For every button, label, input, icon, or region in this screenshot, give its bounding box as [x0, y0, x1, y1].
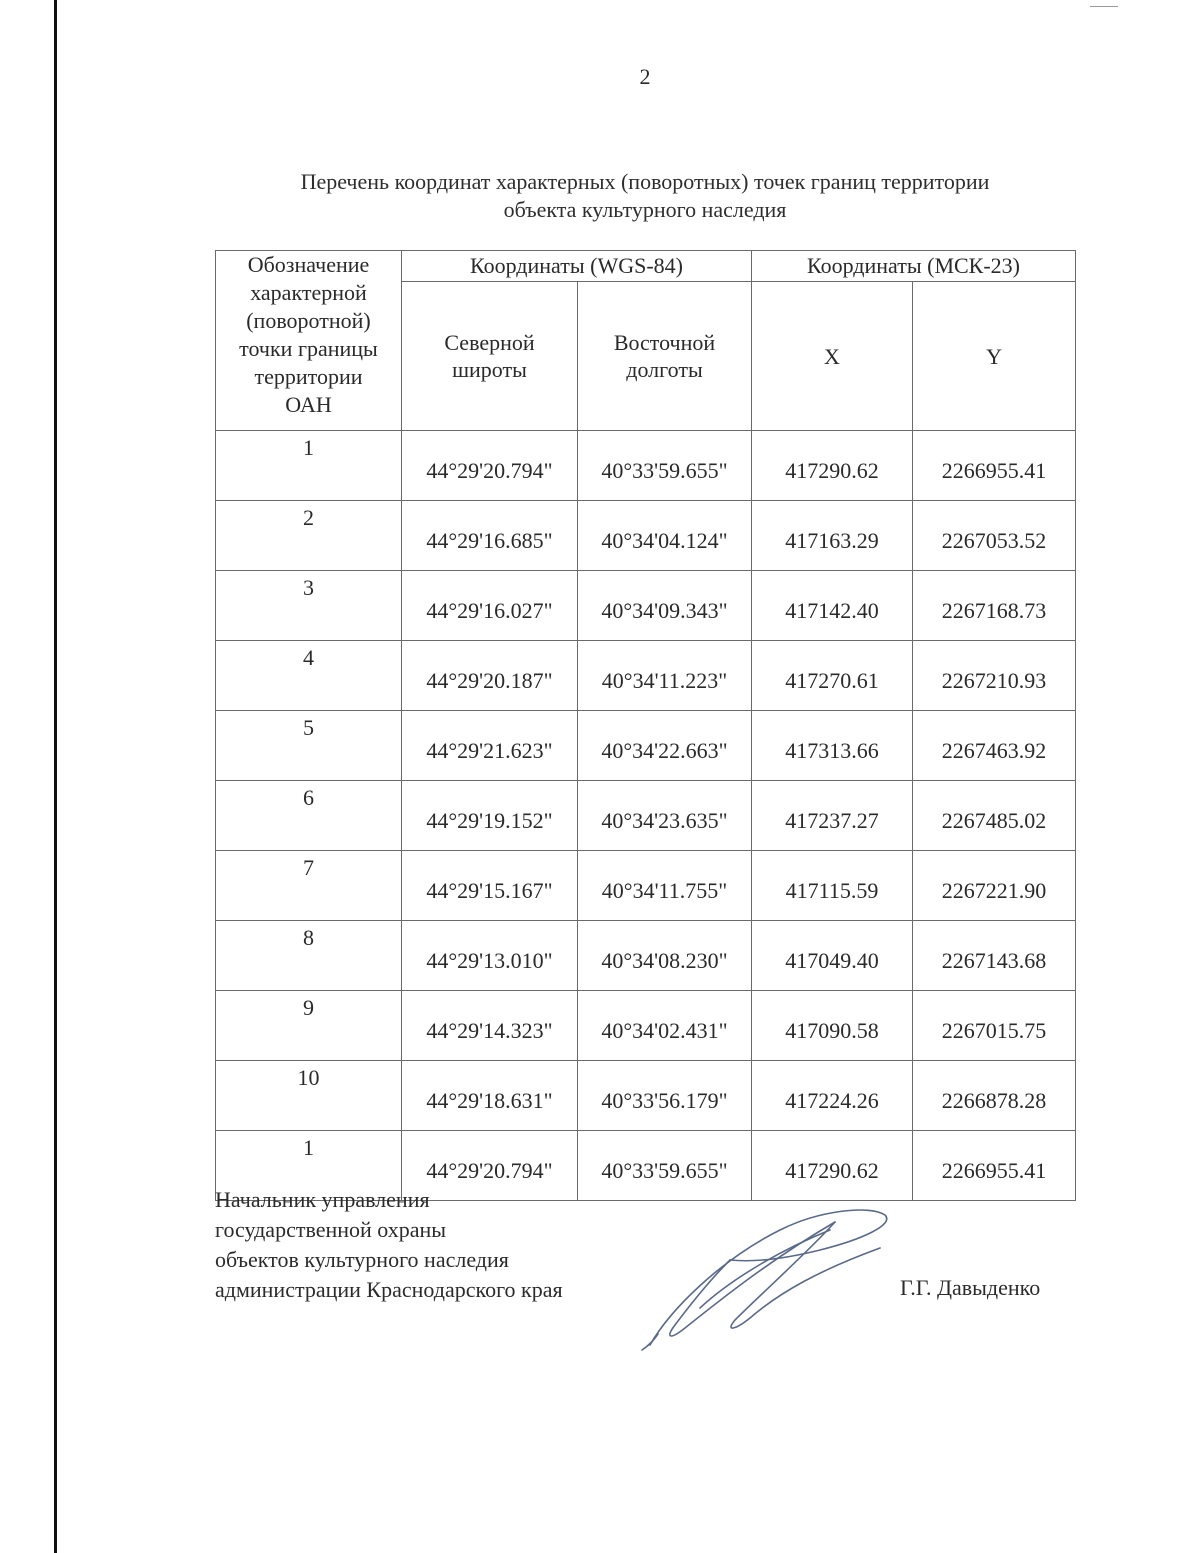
point-number-cell: 6 [216, 781, 402, 851]
y-coordinate-cell: 2267485.02 [913, 781, 1076, 851]
latitude-cell: 44°29'15.167" [402, 851, 578, 921]
longitude-cell: 40°34'04.124" [578, 501, 752, 571]
y-coordinate-cell: 2267221.90 [913, 851, 1076, 921]
table-row [216, 641, 1076, 711]
scan-page-edge [54, 0, 57, 1553]
document-title-line-1: Перечень координат характерных (поворотных) точек границ территории [300, 169, 990, 194]
signatory-position [215, 1185, 563, 1305]
latitude-cell: 44°29'16.027" [402, 571, 578, 641]
point-number-cell: 5 [216, 711, 402, 781]
longitude-cell: 40°33'59.655" [578, 431, 752, 501]
header-point-line: Обозначение [247, 252, 370, 277]
signatory-position-line: объектов культурного наследия [215, 1247, 509, 1272]
header-longitude-line: Восточной [613, 330, 716, 355]
point-number-cell: 7 [216, 851, 402, 921]
point-number-cell: 3 [216, 571, 402, 641]
header-longitude [578, 282, 752, 431]
latitude-cell: 44°29'13.010" [402, 921, 578, 991]
latitude-cell: 44°29'20.794" [402, 1131, 578, 1201]
longitude-cell: 40°34'22.663" [578, 711, 752, 781]
y-coordinate-cell: 2267053.52 [913, 501, 1076, 571]
table-row [216, 571, 1076, 641]
header-latitude-line: широты [452, 357, 527, 382]
page-number: 2 [639, 64, 651, 89]
x-coordinate-cell: 417290.62 [752, 431, 913, 501]
point-number-cell: 1 [216, 1131, 402, 1201]
longitude-cell: 40°34'08.230" [578, 921, 752, 991]
header-point-line: территории [254, 364, 363, 389]
header-group-msk23: Координаты (МСК-23) [752, 251, 1076, 282]
longitude-cell: 40°33'56.179" [578, 1061, 752, 1131]
latitude-cell: 44°29'18.631" [402, 1061, 578, 1131]
x-coordinate-cell: 417224.26 [752, 1061, 913, 1131]
signatory-position-line: администрации Краснодарского края [215, 1277, 563, 1302]
header-latitude-line: Северной [444, 330, 535, 355]
x-coordinate-cell: 417163.29 [752, 501, 913, 571]
point-number-cell: 10 [216, 1061, 402, 1131]
table-row [216, 991, 1076, 1061]
header-point-line: (поворотной) [246, 308, 371, 333]
table-row [216, 781, 1076, 851]
latitude-cell: 44°29'20.187" [402, 641, 578, 711]
longitude-cell: 40°34'02.431" [578, 991, 752, 1061]
document-title-line-2: объекта культурного наследия [503, 197, 787, 222]
signatory-name: Г.Г. Давыденко [900, 1275, 1041, 1300]
coordinates-table [215, 250, 1076, 1201]
header-row-groups [216, 251, 1076, 282]
latitude-cell: 44°29'16.685" [402, 501, 578, 571]
latitude-cell: 44°29'19.152" [402, 781, 578, 851]
handwritten-signature [630, 1200, 900, 1360]
header-latitude [402, 282, 578, 431]
point-number-cell: 9 [216, 991, 402, 1061]
header-point-designation [216, 251, 402, 431]
header-point-line: характерной [250, 280, 367, 305]
table-row [216, 921, 1076, 991]
table-row [216, 501, 1076, 571]
header-longitude-line: долготы [626, 357, 703, 382]
longitude-cell: 40°33'59.655" [578, 1131, 752, 1201]
signatory-position-line: государственной охраны [215, 1217, 447, 1242]
coordinates-table-body [216, 431, 1076, 1201]
signatory-position-line: Начальник управления [215, 1187, 430, 1212]
y-coordinate-cell: 2267143.68 [913, 921, 1076, 991]
y-coordinate-cell: 2267015.75 [913, 991, 1076, 1061]
y-coordinate-cell: 2267463.92 [913, 711, 1076, 781]
header-point-line: ОАН [285, 392, 332, 417]
longitude-cell: 40°34'23.635" [578, 781, 752, 851]
x-coordinate-cell: 417237.27 [752, 781, 913, 851]
x-coordinate-cell: 417142.40 [752, 571, 913, 641]
x-coordinate-cell: 417270.61 [752, 641, 913, 711]
header-y: Y [913, 282, 1076, 431]
point-number-cell: 4 [216, 641, 402, 711]
point-number-cell: 1 [216, 431, 402, 501]
x-coordinate-cell: 417290.62 [752, 1131, 913, 1201]
longitude-cell: 40°34'11.755" [578, 851, 752, 921]
latitude-cell: 44°29'20.794" [402, 431, 578, 501]
y-coordinate-cell: 2266878.28 [913, 1061, 1076, 1131]
y-coordinate-cell: 2267168.73 [913, 571, 1076, 641]
x-coordinate-cell: 417090.58 [752, 991, 913, 1061]
table-row [216, 711, 1076, 781]
x-coordinate-cell: 417313.66 [752, 711, 913, 781]
header-point-line: точки границы [239, 336, 378, 361]
point-number-cell: 2 [216, 501, 402, 571]
y-coordinate-cell: 2266955.41 [913, 1131, 1076, 1201]
x-coordinate-cell: 417049.40 [752, 921, 913, 991]
y-coordinate-cell: 2267210.93 [913, 641, 1076, 711]
table-row [216, 1061, 1076, 1131]
header-group-wgs84: Координаты (WGS-84) [402, 251, 752, 282]
x-coordinate-cell: 417115.59 [752, 851, 913, 921]
table-row [216, 431, 1076, 501]
scan-artifact-mark [1090, 0, 1118, 7]
header-x: X [752, 282, 913, 431]
latitude-cell: 44°29'14.323" [402, 991, 578, 1061]
latitude-cell: 44°29'21.623" [402, 711, 578, 781]
longitude-cell: 40°34'11.223" [578, 641, 752, 711]
table-row [216, 851, 1076, 921]
point-number-cell: 8 [216, 921, 402, 991]
y-coordinate-cell: 2266955.41 [913, 431, 1076, 501]
longitude-cell: 40°34'09.343" [578, 571, 752, 641]
